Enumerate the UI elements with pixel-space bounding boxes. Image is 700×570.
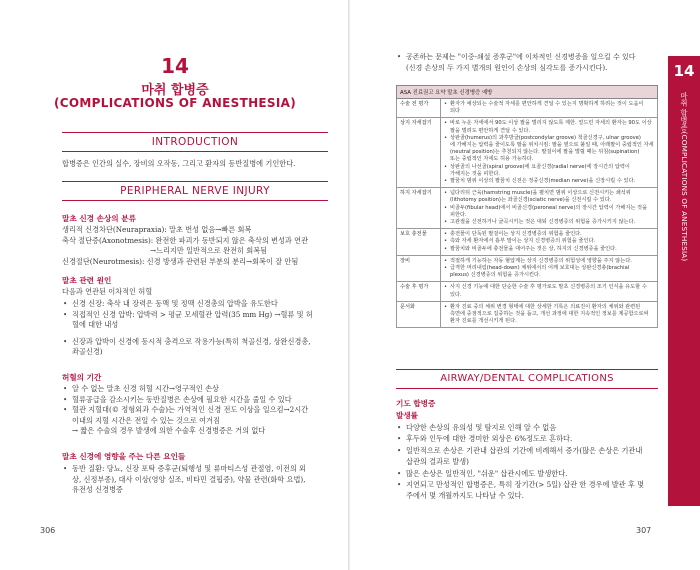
table-bullet: • 고관절을 신전하거나 굴곡시키는 것은 대퇴 신경병증의 위험을 증가시키지 않는다. — [444, 219, 654, 226]
table-row — [397, 255, 658, 282]
row-content — [441, 188, 658, 229]
table-bullet: • 상완골(humerus)의 과후방굴(postcondylar groove) 척골신경구, ulnar groove) — [444, 135, 654, 142]
table-bullet: 피한다. — [450, 211, 467, 218]
table-bullet: • 팔꿈치 범위 이상의 팔꿈치 신전은 정중신경(median nerve)을 신장시킬 수 있다. — [444, 178, 654, 185]
section-heading-peripheral-nerve-injury: PERIPHERAL NERVE INJURY — [62, 181, 328, 201]
list-item: • 다양한 손상의 유의성 및 탐지로 인해 알 수 없음 — [396, 422, 660, 433]
list-item: 상, 신정부종), 대사 이상(영양 실조, 비타민 결핍증), 약물 관련(화학 요법), — [72, 474, 306, 484]
table-bullet: 있다. — [450, 291, 462, 298]
table-row — [397, 118, 658, 188]
list-item: • 혈류공급을 감소시키는 동반질병은 손상에 필요한 시간을 줄일 수 있다 — [62, 395, 332, 406]
classification-body — [62, 225, 330, 267]
causes-heading: 말초 관련 원인 — [62, 276, 112, 285]
table-bullet: 가해지는 것을 피한다. — [450, 170, 501, 177]
ischemia-heading: 허혈의 기간 — [62, 373, 102, 382]
table-bullet: • 급격한 머리내림(head-down) 체위에서의 어깨 보호대는 상완신경총(brachial — [444, 265, 654, 272]
table-row — [397, 188, 658, 229]
list-item: • 동반 질환: 당뇨, 신장 포탁 증후군(퇴행성 및 류마티스성 관절염, 이전의 외 — [62, 464, 332, 475]
row-content — [441, 282, 658, 301]
list-item: 유전성 신경병증 — [72, 485, 123, 495]
chapter-tab-text: 마취 합병증(COMPLICATIONS OF ANESTHESIA) — [680, 92, 689, 262]
row-category: 장비 — [397, 255, 441, 282]
classification-line: 생리적 신경차단(Neurapraxia): 말초 번성 없음→빠른 회복 — [62, 225, 252, 234]
table-bullet: 또는 중립적인 자세도 허용 가능하다. — [450, 156, 534, 163]
row-category: 수술 후 평가 — [397, 282, 441, 301]
table-row — [397, 229, 658, 256]
causes-list — [62, 299, 332, 358]
list-item: → 짧은 수술의 경우 발생에 의한 수술후 신경병증은 거의 없다 — [72, 426, 266, 436]
ischemia-list — [62, 384, 332, 437]
table-bullet: • 적절하게 기능하는 자동 혈압계는 상지 신경병증의 위험성에 영향을 주지 않는다. — [444, 258, 654, 265]
asa-advisory-table — [396, 85, 658, 328]
table-row — [397, 301, 658, 328]
row-content — [441, 99, 658, 118]
table-bullet: • 비골두(fibular head)에서 비골신경(peroneal nerve)의 장시간 압력이 가해지는 것을 — [444, 205, 654, 212]
page-number-left: 306 — [40, 526, 56, 535]
table-bullet: • 환자가 예상되는 수술적 자세를 편안하게 견딜 수 있는지 명확하게 하려는 것이 도움이 — [444, 101, 654, 108]
list-item: • 직접적인 신경 압박: 압박력 > 평균 모세혈관 압력(35 mm Hg) →혈류 및 허 — [62, 310, 332, 321]
chapter-title-kr: 마취 합병증 — [141, 83, 209, 98]
classification-line: →느리지만 일반적으로 완전히 회복됨 — [150, 246, 268, 256]
list-item: 이내의 지혈 시간은 전일 수 있는 것으로 여겨짐 — [72, 415, 220, 425]
table-title: ASA 진료권고 요약 말초 신경병증 예방 — [397, 86, 658, 99]
table-bullet: • 측와 자세 환자에서 흉부 말이는 상지 신경병증의 위험을 줄인다. — [444, 238, 654, 245]
list-item: • 일반적으로 손상은 기관내 삽관의 기간에 비례해서 증가(많은 손상은 기관내 — [396, 445, 660, 456]
table-bullet: • 환자 진료 중의 체위 변경 형태에 대한 상세한 기록은 의료진이 환자의 체위와 관련된 — [444, 304, 654, 311]
chapter-title-en: (COMPLICATIONS OF ANESTHESIA) — [54, 96, 296, 110]
airway-list — [396, 422, 660, 502]
classification-line: 신경절단(Neurotmesis): 신경 방생과 관련된 부분의 분리→회복이 잘 안됨 — [62, 256, 299, 266]
chapter-tab-number: 14 — [673, 62, 695, 80]
list-item: (신경 손상의 두 가지 별개의 원인이 손상의 심각도를 증가시킨다). — [406, 64, 608, 72]
patient-factors-heading: 말초 신경에 영향을 주는 다른 요인들 — [62, 452, 186, 461]
row-category: 하지 자세잡기 — [397, 188, 441, 229]
list-item: • 신경 신장: 축삭 내 장력은 동맥 및 정맥 신경총의 압박을 유도한다 — [62, 299, 332, 310]
table-bullet: • 바로 누운 자세에서 90도 이상 팔을 벌리지 않도록 제한. 엎드린 자세의 환자는 90도 이상 — [444, 120, 654, 127]
patient-factors-list — [62, 464, 332, 496]
row-category: 보호 충전물 — [397, 229, 441, 256]
incidence-heading: 발생률 — [396, 411, 419, 420]
section-heading-introduction: INTRODUCTION — [62, 132, 328, 152]
classification-line: 축삭 절단증(Axonotmesis): 완전한 파괴가 동반되지 않은 축삭의 변성과 연관 — [62, 235, 309, 245]
table-row — [397, 282, 658, 301]
list-item: • 신장과 압박이 신경에 동시적 충격으로 작용가능(특히 척골신경, 상완신경총, — [62, 337, 332, 348]
row-content — [441, 255, 658, 282]
table-bullet: • 충전물이 단독된 팔걸이는 상지 신경병증의 위험을 줄인다. — [444, 231, 654, 238]
classification-heading: 말초 신경 손상의 분류 — [62, 214, 136, 223]
causes-intro: 다음과 연관된 이차적인 허혈 — [62, 287, 153, 296]
table-bullet: 환자 진료를 개선시키게 된다. — [450, 318, 517, 325]
row-category: 문서화 — [397, 301, 441, 328]
row-category: 상지 자세잡기 — [397, 118, 441, 188]
list-item: • 많은 손상은 일반적인, "쉬운" 삽관시에도 발생한다. — [396, 468, 660, 479]
list-item: 주에서 몇 개월까지도 나타날 수 있다. — [406, 491, 524, 501]
table-bullet: 에 가해지는 압력을 줄이도록 팔을 위치시킴: 팔을 옆으로 붙일 때, 아래팔이 중립적인 자세 — [450, 142, 654, 149]
page-number-right: 307 — [636, 526, 652, 535]
row-content — [441, 301, 658, 328]
list-item: • 후두와 인두에 대한 경미한 외상은 6%정도로 흔하다. — [396, 433, 660, 444]
row-content — [441, 118, 658, 188]
airway-sub-heading: 기도 합병증 — [396, 399, 436, 408]
row-content — [441, 229, 658, 256]
list-item: • 공존하는 문제는 "이중-쇄설 증후군"에 이차적인 신경병증을 일으킬 수 있다 — [396, 52, 658, 63]
list-item: 삽관의 결과로 발생) — [406, 457, 469, 467]
table-bullet: 팔을 벌려도 편안하게 견딜 수 있다. — [450, 127, 531, 134]
table-bullet: plexus) 신경병증의 위험을 증가시킨다. — [450, 272, 541, 279]
table-bullet: • 상완골의 나선골(spiral groove)에 요골신경(radial nerve)에 장시간의 압력이 — [444, 164, 654, 171]
double-crush-note — [396, 52, 658, 74]
table-bullet: • 팔꿈치와 비골두에 충전물을 대어주는 것은 상, 하지의 신경병증을 줄인다. — [444, 246, 654, 253]
chapter-number: 14 — [161, 54, 189, 78]
row-category: 수술 전 평가 — [397, 99, 441, 118]
table-row — [397, 99, 658, 118]
table-bullet: (neutral position)는 추천되지 않는다. 팔걸이에 팔을 벌릴 때는 뒤침(supination) — [450, 149, 640, 156]
list-item: 혈에 대한 내성 — [72, 320, 119, 330]
table-bullet: (lithotomy position)는 좌골신경(sciatic nerve)을 신전시킬 수 있다. — [450, 197, 612, 204]
table-bullet: 측면에 중점적으로 집중하는 것을 돕고, 개선 과정에 대한 지속적인 정보를 제공함으로써 — [450, 311, 649, 318]
list-item: • 지연되고 만성적인 합병증은, 특히 장기간(> 5일) 삽관 한 경우에 발관 후 몇 — [396, 479, 660, 490]
section-heading-airway-dental: AIRWAY/DENTAL COMPLICATIONS — [396, 369, 658, 389]
list-item: • 혈관 지혈대(© 정형외과 수술)는 가역적인 신경 전도 이상을 일으킴→2시간 — [62, 405, 332, 416]
table-bullet: • 넙다리뒤 근육(hamstring muscle)을 펼치면 범위 이상으로 신전시키는 쇄석위 — [444, 190, 654, 197]
table-bullet: 되다 — [450, 108, 461, 115]
intro-text: 합병증은 인간의 실수, 장비의 오작동, 그리고 환자의 동반질병에 기인한다. — [62, 159, 296, 168]
table-bullet: • 사지 신경 기능에 대한 단순한 수술 후 평가로도 말초 신경병증의 조기 인식을 유도할 수 — [444, 284, 654, 291]
list-item: • 알 수 없는 말초 신경 허혈 시간→영구적인 손상 — [62, 384, 332, 395]
list-item: 좌골신경) — [72, 347, 103, 357]
